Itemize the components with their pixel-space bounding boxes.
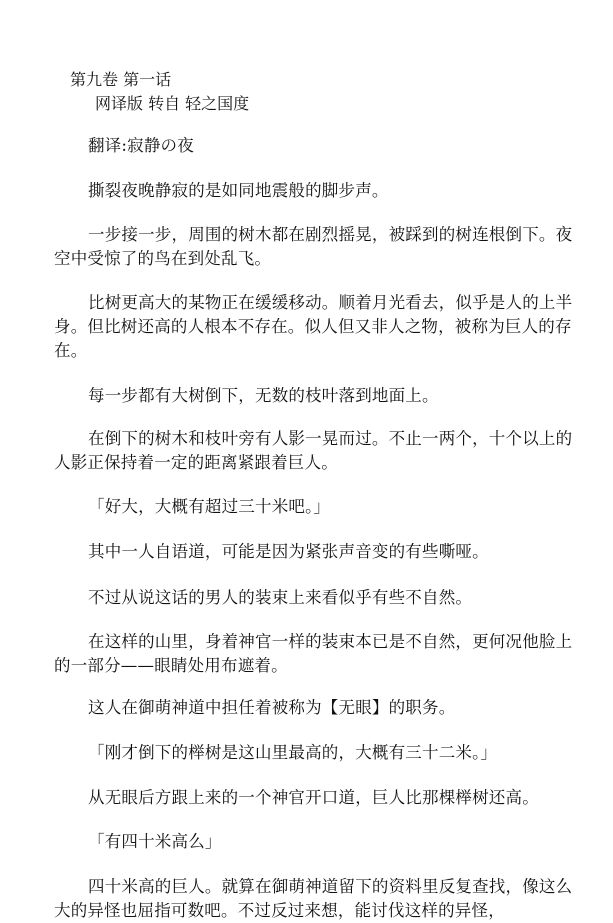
paragraph: 从无眼后方跟上来的一个神官开口道，巨人比那棵榉树还高。 [88, 788, 539, 807]
paragraph-dialogue: 「有四十米高么」 [88, 832, 222, 851]
paragraph: 在倒下的树木和枝叶旁有人影一晃而过。不止一两个，十个以上的人影正保持着一定的距离紧跟着巨人。 [54, 429, 573, 472]
source-line: 网译版 转自 轻之国度 [95, 94, 250, 113]
paragraph-dialogue: 「好大，大概有超过三十米吧。」 [88, 497, 331, 516]
paragraph: 比树更高大的某物正在缓缓移动。顺着月光看去，似乎是人的上半身。但比树还高的人根本不存在。似人但又非人之物，被称为巨人的存在。 [54, 293, 573, 360]
paragraph: 不过从说这话的男人的装束上来看似乎有些不自然。 [88, 588, 473, 607]
paragraph-translator: 翻译:寂静の夜 [88, 136, 194, 155]
paragraph-dialogue: 「刚才倒下的榉树是这山里最高的，大概有三十二米。」 [88, 743, 498, 762]
paragraph: 一步接一步，周围的树木都在剧烈摇晃，被踩到的树连根倒下。夜空中受惊了的鸟在到处乱飞。 [54, 225, 573, 268]
paragraph: 撕裂夜晚静寂的是如同地震般的脚步声。 [88, 181, 389, 200]
paragraph: 其中一人自语道，可能是因为紧张声音变的有些嘶哑。 [88, 542, 489, 561]
paragraph: 每一步都有大树倒下，无数的枝叶落到地面上。 [88, 386, 439, 405]
chapter-title: 第九卷 第一话 [70, 70, 172, 89]
paragraph: 四十米高的巨人。就算在御萌神道留下的资料里反复查找，像这么大的异怪也屈指可数吧。不过反过来想，能讨伐这样的异怪， [54, 877, 573, 920]
paragraph: 这人在御萌神道中担任着被称为【无眼】的职务。 [88, 698, 456, 717]
paragraph: 在这样的山里，身着神官一样的装束本已是不自然，更何况他脸上的一部分——眼睛处用布遮着。 [54, 632, 573, 675]
